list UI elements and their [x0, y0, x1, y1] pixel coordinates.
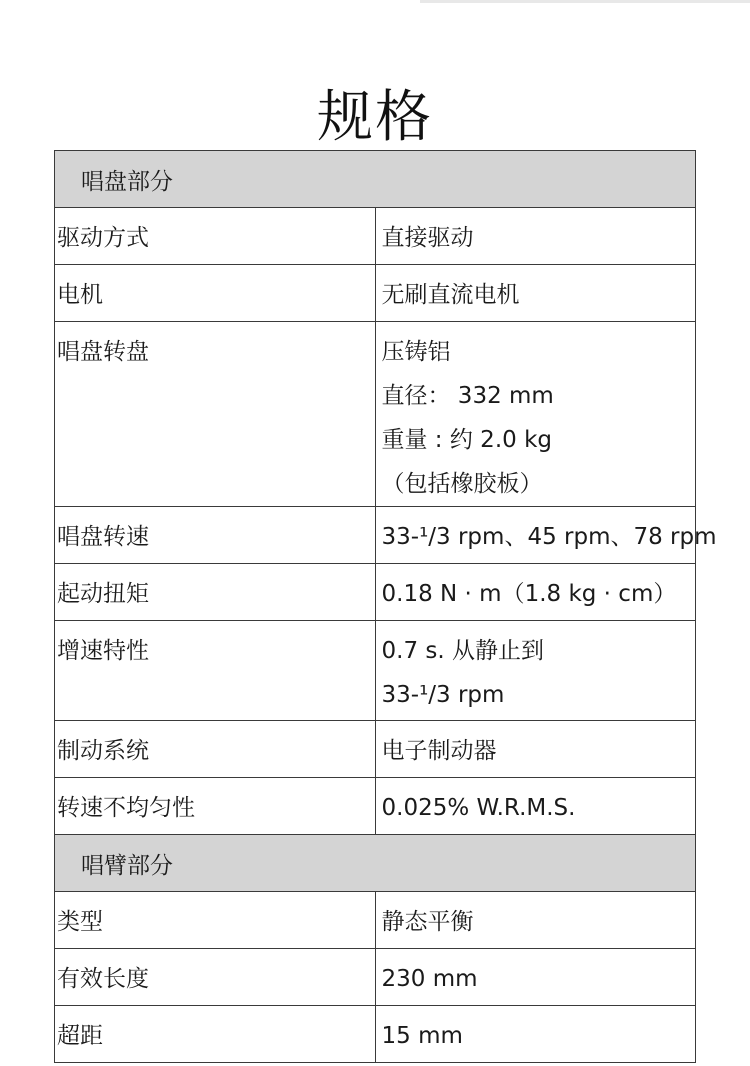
table-row — [55, 621, 696, 721]
spec-key: 制动系统 — [55, 721, 376, 778]
spec-value: 230 mm — [375, 949, 696, 1006]
spec-value: 电子制动器 — [375, 721, 696, 778]
spec-value: 无刷直流电机 — [375, 265, 696, 322]
spec-value: 15 mm — [375, 1006, 696, 1063]
section-header-row — [55, 151, 696, 208]
table-row — [55, 721, 696, 778]
top-divider — [420, 0, 750, 3]
spec-value: 0.7 s. 从静止到 33-¹/3 rpm — [375, 621, 696, 721]
table-row — [55, 208, 696, 265]
spec-key: 唱盘转速 — [55, 507, 376, 564]
spec-key: 唱盘转盘 — [55, 322, 376, 507]
spec-value: 0.025% W.R.M.S. — [375, 778, 696, 835]
spec-table — [54, 150, 717, 1063]
table-row — [55, 507, 696, 564]
spec-value: 33-¹/3 rpm、45 rpm、78 rpm — [375, 507, 696, 564]
spec-value: 0.18 N · m（1.8 kg · cm） — [375, 564, 696, 621]
spec-key: 类型 — [55, 892, 376, 949]
spec-value: 直接驱动 — [375, 208, 696, 265]
section-header-row — [55, 835, 696, 892]
spec-key: 驱动方式 — [55, 208, 376, 265]
table-row — [55, 265, 696, 322]
spec-key: 转速不均匀性 — [55, 778, 376, 835]
table-row — [55, 949, 696, 1006]
page-title: 规格 — [317, 84, 433, 150]
table-row — [55, 564, 696, 621]
spec-key: 电机 — [55, 265, 376, 322]
spec-value: 静态平衡 — [375, 892, 696, 949]
section-header: 唱臂部分 — [55, 835, 696, 892]
table-row — [55, 892, 696, 949]
table-row — [55, 322, 696, 507]
spec-key: 超距 — [55, 1006, 376, 1063]
table-row — [55, 778, 696, 835]
spec-key: 起动扭矩 — [55, 564, 376, 621]
table-row — [55, 1006, 696, 1063]
section-header: 唱盘部分 — [55, 151, 696, 208]
spec-key: 增速特性 — [55, 621, 376, 721]
spec-key: 有效长度 — [55, 949, 376, 1006]
spec-value: 压铸铝 直径： 332 mm 重量 : 约 2.0 kg （包括橡胶板） — [375, 322, 696, 507]
